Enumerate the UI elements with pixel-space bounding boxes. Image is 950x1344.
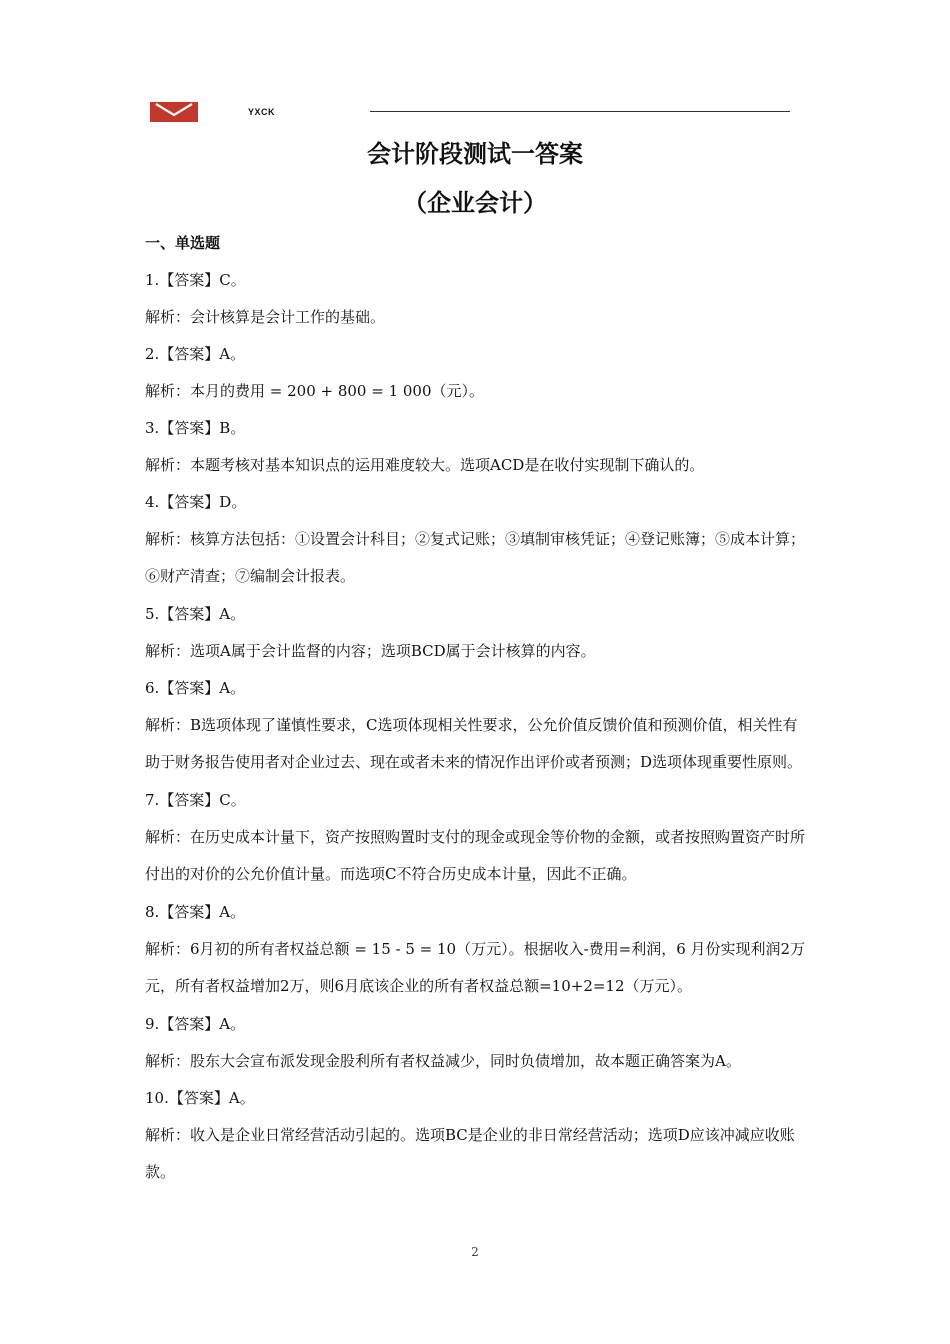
answer-line: 1.【答案】C。 [145, 271, 246, 289]
analysis-line: 解析：本题考核对基本知识点的运用难度较大。选项ACD是在收付实现制下确认的。 [145, 456, 705, 474]
answer-line: 3.【答案】B。 [145, 419, 246, 437]
analysis-line: 解析：选项A属于会计监督的内容；选项BCD属于会计核算的内容。 [145, 642, 596, 660]
answer-line: 2.【答案】A。 [145, 345, 246, 363]
logo-text: YXCK [248, 107, 276, 117]
page-title: 会计阶段测试一答案 [367, 140, 583, 168]
analysis-line: 解析：本月的费用 = 200 + 800 = 1 000（元）。 [145, 382, 485, 400]
answer-line: 9.【答案】A。 [145, 1015, 246, 1033]
logo-icon [150, 102, 198, 122]
answer-line: 7.【答案】C。 [145, 791, 246, 809]
answer-line: 10.【答案】A。 [145, 1089, 255, 1107]
analysis-line: 解析：B选项体现了谨慎性要求，C选项体现相关性要求，公允价值反馈价值和预测价值，相关性有助于财务报告使用者对企业过去、现在或者未来的情况作出评价或者预测；D选项体现重要性原则。 [145, 716, 803, 771]
analysis-line: 解析：会计核算是会计工作的基础。 [145, 308, 386, 326]
analysis-line: 解析：6月初的所有者权益总额 = 15 - 5 = 10（万元）。根据收入-费用=利润，6 月份实现利润2万元，所有者权益增加2万，则6月底该企业的所有者权益总额=10+2=12（万元）。 [145, 940, 806, 995]
analysis-line: 解析：股东大会宣布派发现金股利所有者权益减少，同时负债增加，故本题正确答案为A。 [145, 1052, 741, 1070]
answer-line: 6.【答案】A。 [145, 679, 246, 697]
analysis-line: 解析：在历史成本计量下，资产按照购置时支付的现金或现金等价物的金额，或者按照购置资产时所付出的对价的公允价值计量。而选项C不符合历史成本计量，因此不正确。 [145, 828, 806, 883]
answer-line: 4.【答案】D。 [145, 493, 247, 511]
page-subtitle: （企业会计） [403, 189, 547, 217]
analysis-line: 解析：收入是企业日常经营活动引起的。选项BC是企业的非日常经营活动；选项D应该冲减应收账款。 [145, 1126, 795, 1181]
answer-line: 8.【答案】A。 [145, 903, 246, 921]
section-heading: 一、单选题 [145, 234, 221, 252]
header-rule [370, 111, 790, 112]
page-number: 2 [471, 1245, 479, 1259]
analysis-line: 解析：核算方法包括：①设置会计科目；②复式记账；③填制审核凭证；④登记账簿；⑤成本计算；⑥财产清查；⑦编制会计报表。 [145, 530, 806, 585]
answer-content [145, 231, 810, 1198]
answer-line: 5.【答案】A。 [145, 605, 246, 623]
